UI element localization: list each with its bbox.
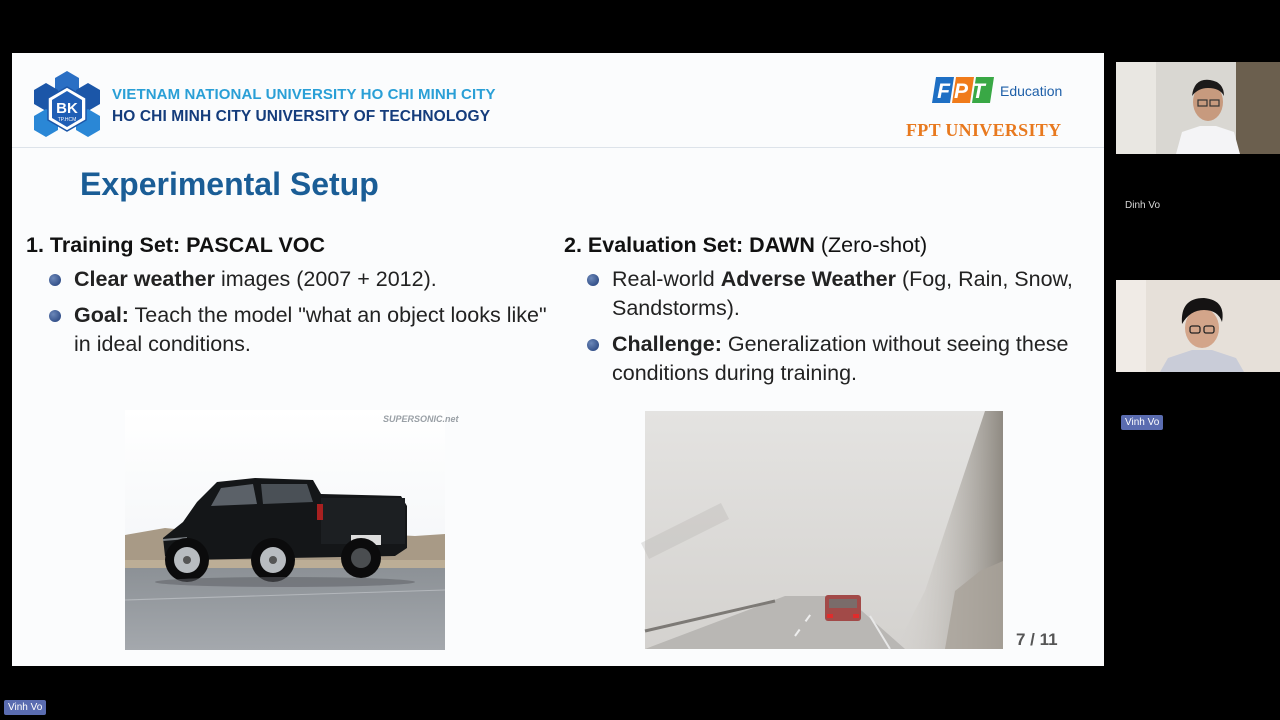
list-item: Challenge: Generalization without seeing these conditions during training. (564, 330, 1084, 388)
university-name-line1: VIETNAM NATIONAL UNIVERSITY HO CHI MINH CITY (112, 86, 496, 103)
fpt-education-label: Education (1000, 83, 1063, 99)
list-item: Real-world Adverse Weather (Fog, Rain, Snow, Sandstorms). (564, 265, 1084, 323)
slide-header (12, 53, 1104, 148)
fpt-logo-text: FPT (937, 80, 989, 103)
participant-name-tag: Vinh Vo (1121, 415, 1163, 430)
participant-video-dinh-vo[interactable] (1116, 62, 1280, 154)
bullet-icon (587, 339, 599, 351)
page-number: 7 / 11 (1016, 630, 1058, 649)
fpt-university-label: FPT UNIVERSITY (906, 120, 1062, 140)
bk-logo-sub: TP.HCM (57, 117, 77, 123)
foggy-road-image (645, 411, 1003, 649)
fpt-logo (932, 73, 996, 107)
image-watermark: SUPERSONIC.net (383, 414, 459, 424)
evaluation-set-bullets (564, 265, 1084, 388)
training-set-heading: 1. Training Set: PASCAL VOC (26, 233, 326, 257)
university-name-line2: HO CHI MINH CITY UNIVERSITY OF TECHNOLOGY (112, 108, 491, 125)
bullet-icon (49, 274, 61, 286)
presentation-slide (12, 53, 1104, 666)
bullet-icon (587, 274, 599, 286)
self-name-tag: Vinh Vo (4, 700, 46, 715)
list-item: Clear weather images (2007 + 2012). (26, 265, 566, 294)
slide-title: Experimental Setup (80, 166, 379, 202)
evaluation-set-column (564, 231, 1084, 395)
list-item: Goal: Teach the model "what an object looks like" in ideal conditions. (26, 301, 566, 359)
training-set-column (26, 231, 566, 366)
participant-name-label: Dinh Vo (1125, 200, 1161, 211)
pickup-truck-image (125, 410, 459, 650)
evaluation-set-heading: 2. Evaluation Set: DAWN (Zero-shot) (564, 233, 928, 257)
participant-video-vinh-vo[interactable] (1116, 280, 1280, 372)
bk-logo-letters: BK (56, 100, 78, 117)
bullet-icon (49, 310, 61, 322)
bk-university-logo (32, 69, 102, 139)
training-set-bullets (26, 265, 566, 359)
